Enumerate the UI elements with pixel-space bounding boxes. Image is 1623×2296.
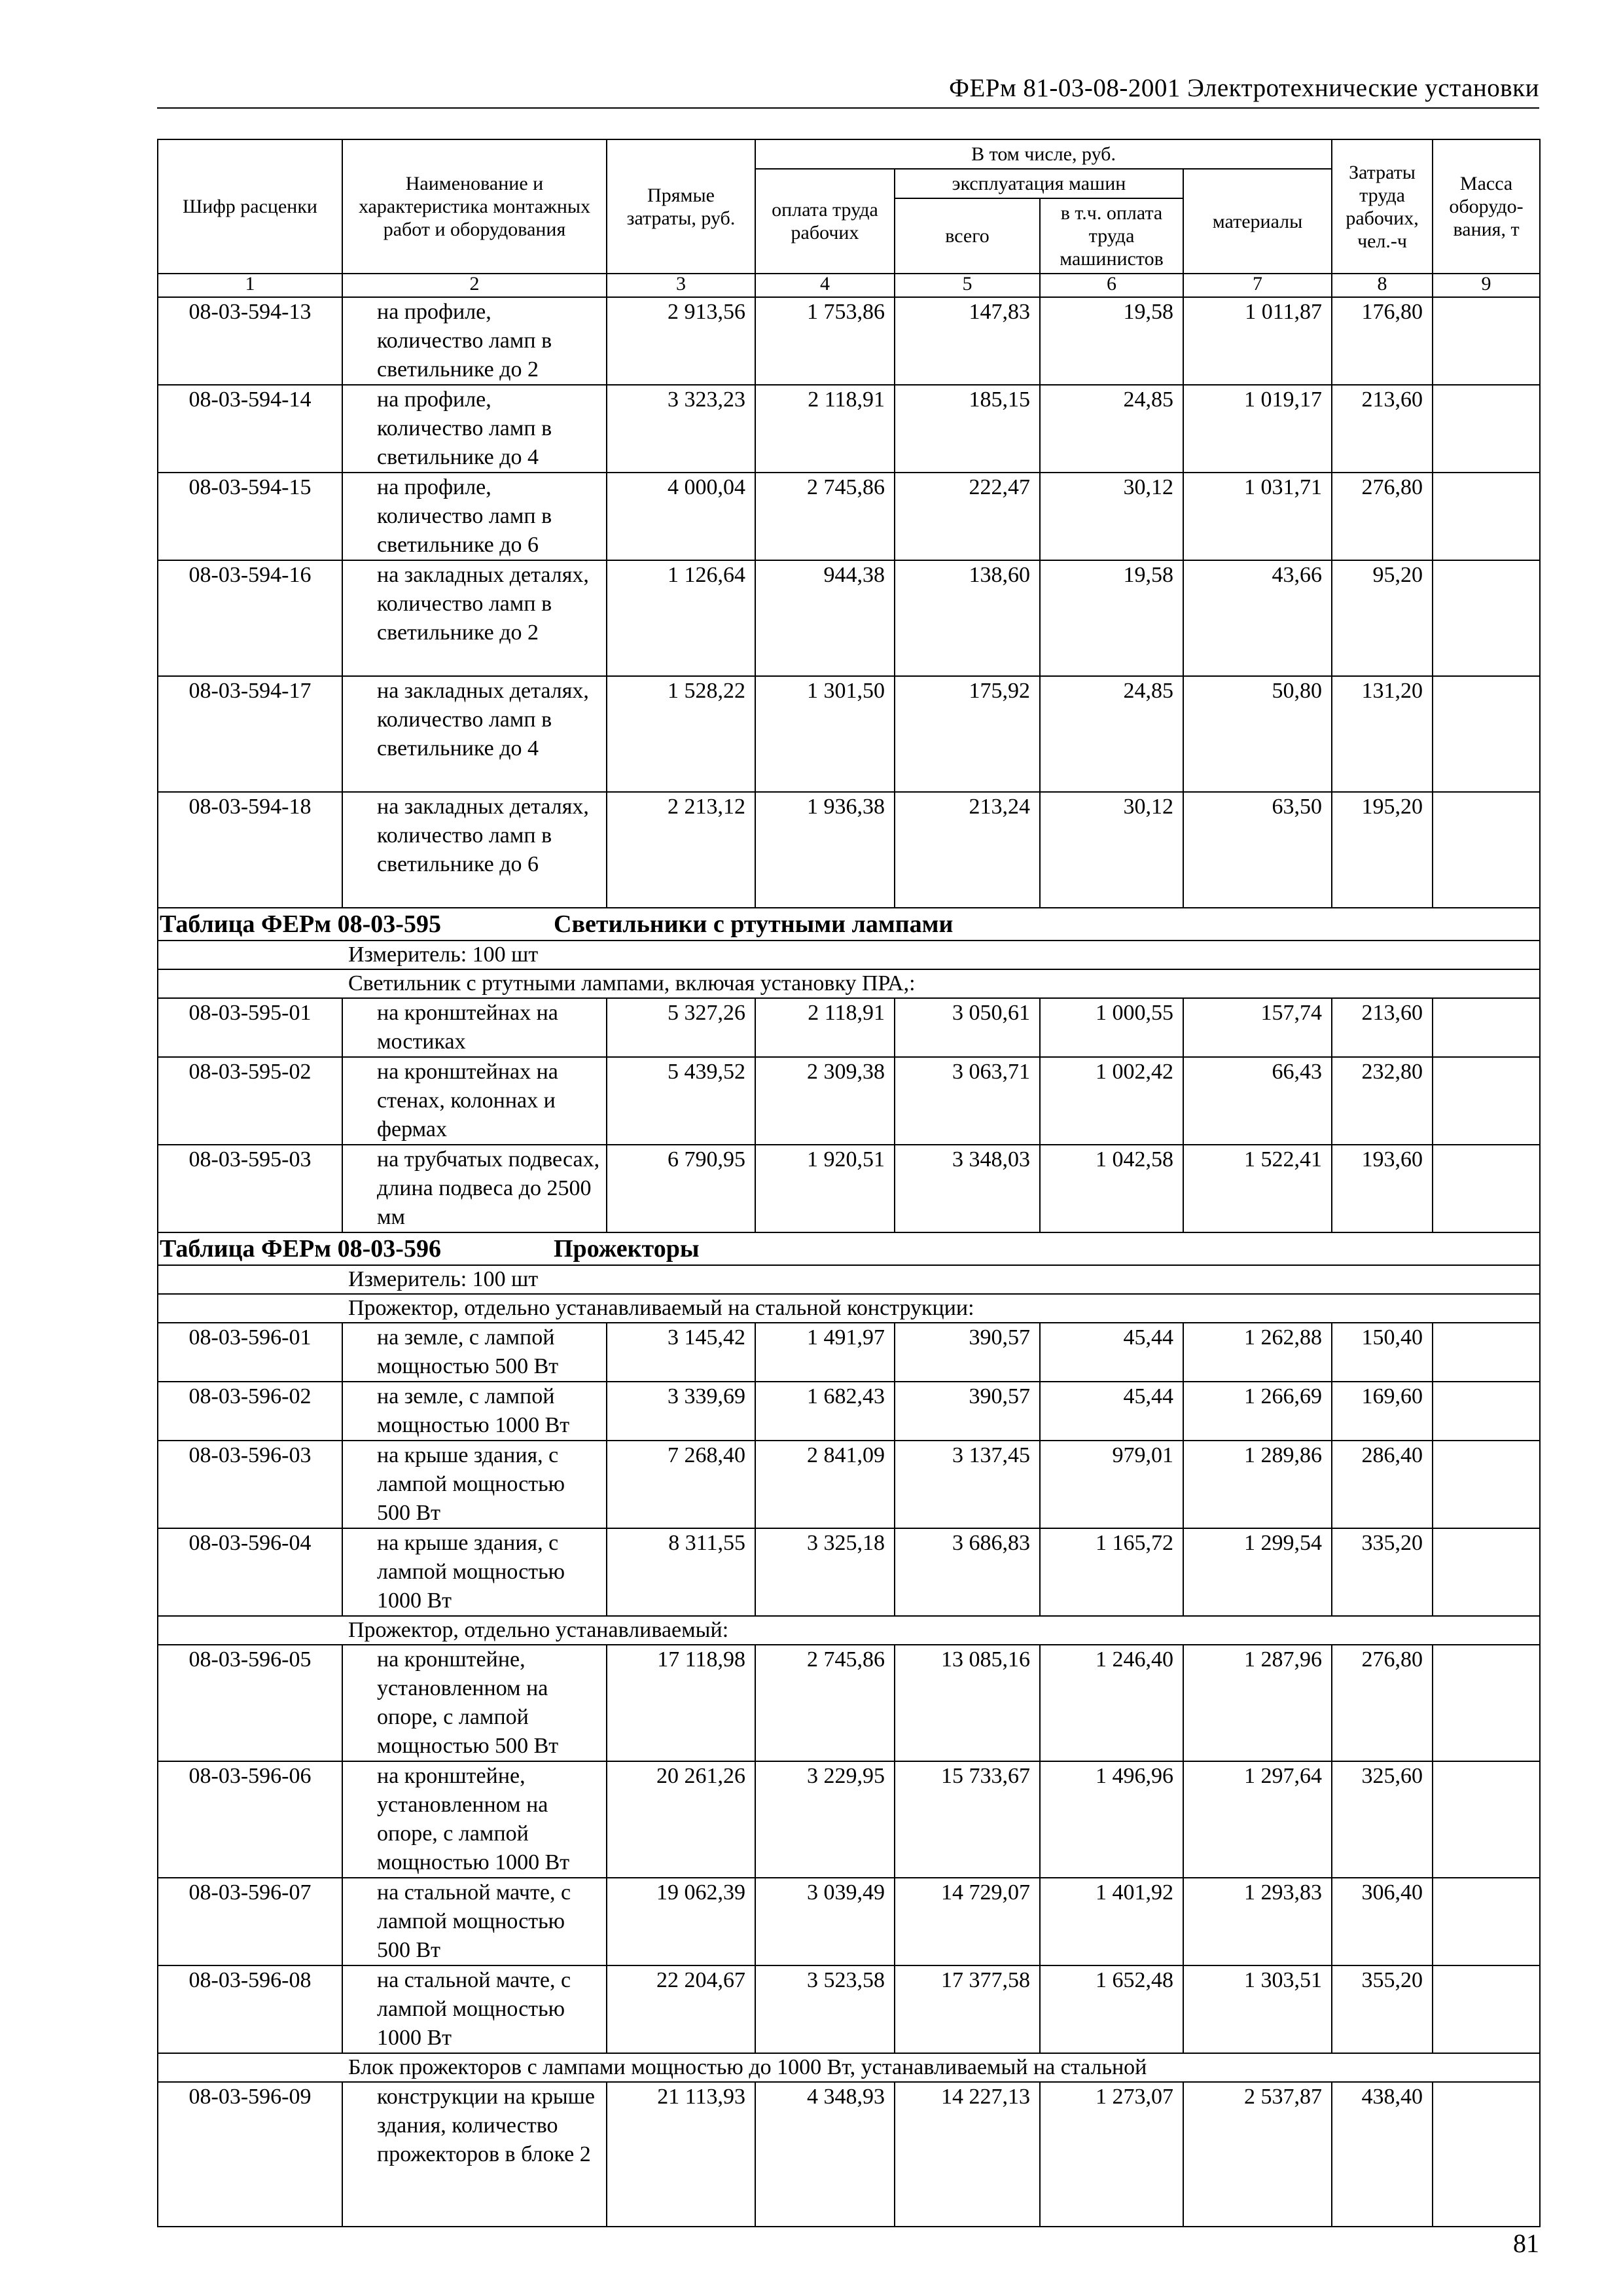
labor-hours: 355,20 (1332, 1965, 1433, 2053)
materials-cost: 1 011,87 (1183, 297, 1332, 385)
equipment-mass (1433, 676, 1540, 792)
labor-pay: 3 039,49 (755, 1878, 895, 1965)
work-name: на профиле, количество ламп в светильнике до 6 (342, 473, 607, 560)
work-name: на кронштейнах на мостиках (342, 998, 607, 1057)
col-number: 7 (1183, 274, 1332, 297)
direct-cost: 7 268,40 (607, 1441, 755, 1528)
machine-cost: 390,57 (895, 1382, 1040, 1441)
labor-pay: 2 745,86 (755, 473, 895, 560)
machinist-pay: 1 165,72 (1040, 1528, 1183, 1616)
machinist-pay: 1 496,96 (1040, 1761, 1183, 1878)
table-row (158, 1645, 1540, 1761)
direct-cost: 20 261,26 (607, 1761, 755, 1878)
col-number: 4 (755, 274, 895, 297)
equipment-mass (1433, 1761, 1540, 1878)
labor-pay: 1 301,50 (755, 676, 895, 792)
materials-cost: 1 266,69 (1183, 1382, 1332, 1441)
machine-cost: 175,92 (895, 676, 1040, 792)
rate-code: 08-03-596-02 (158, 1382, 342, 1441)
table-row (158, 385, 1540, 473)
col-header-materials: материалы (1183, 169, 1332, 274)
table-row (158, 1323, 1540, 1382)
materials-cost: 1 522,41 (1183, 1145, 1332, 1232)
machine-cost: 147,83 (895, 297, 1040, 385)
equipment-mass (1433, 998, 1540, 1057)
machinist-pay: 30,12 (1040, 792, 1183, 908)
materials-cost: 1 303,51 (1183, 1965, 1332, 2053)
machinist-pay: 24,85 (1040, 676, 1183, 792)
machinist-pay: 19,58 (1040, 560, 1183, 676)
table-heading-row (158, 908, 1540, 941)
work-name: на закладных деталях, количество ламп в светильнике до 2 (342, 560, 607, 676)
rate-code: 08-03-596-01 (158, 1323, 342, 1382)
group-label: Прожектор, отдельно устанавливаемый на стальной конструкции: (158, 1294, 1540, 1323)
table-body (158, 274, 1540, 2227)
col-number: 9 (1433, 274, 1540, 297)
materials-cost: 157,74 (1183, 998, 1332, 1057)
machinist-pay: 19,58 (1040, 297, 1183, 385)
table-row (158, 676, 1540, 792)
labor-hours: 193,60 (1332, 1145, 1433, 1232)
work-name: на крыше здания, с лампой мощностью 500 Вт (342, 1441, 607, 1528)
materials-cost: 50,80 (1183, 676, 1332, 792)
work-name: на трубчатых подвесах, длина подвеса до 2500 мм (342, 1145, 607, 1232)
rate-code: 08-03-595-02 (158, 1057, 342, 1145)
machine-cost: 14 729,07 (895, 1878, 1040, 1965)
rate-code: 08-03-594-16 (158, 560, 342, 676)
meter-label-row (158, 1265, 1540, 1294)
machinist-pay: 30,12 (1040, 473, 1183, 560)
machine-cost: 15 733,67 (895, 1761, 1040, 1878)
group-label: Светильник с ртутными лампами, включая установку ПРА,: (158, 969, 1540, 998)
group-label-row (158, 1616, 1540, 1645)
table-row (158, 1965, 1540, 2053)
machine-cost: 213,24 (895, 792, 1040, 908)
group-label-row (158, 2053, 1540, 2082)
table-row (158, 1878, 1540, 1965)
machine-cost: 3 137,45 (895, 1441, 1040, 1528)
materials-cost: 1 031,71 (1183, 473, 1332, 560)
work-name: на профиле, количество ламп в светильнике до 4 (342, 385, 607, 473)
work-name: на стальной мачте, с лампой мощностью 1000 Вт (342, 1965, 607, 2053)
machine-cost: 17 377,58 (895, 1965, 1040, 2053)
col-header-mass: Масса оборудо-вания, т (1433, 139, 1540, 274)
rate-code: 08-03-595-03 (158, 1145, 342, 1232)
labor-pay: 1 753,86 (755, 297, 895, 385)
direct-cost: 2 213,12 (607, 792, 755, 908)
col-header-machine-total: всего (895, 198, 1040, 274)
direct-cost: 1 528,22 (607, 676, 755, 792)
direct-cost: 21 113,93 (607, 2082, 755, 2227)
table-row (158, 1441, 1540, 1528)
machinist-pay: 1 042,58 (1040, 1145, 1183, 1232)
machine-cost: 14 227,13 (895, 2082, 1040, 2227)
equipment-mass (1433, 1878, 1540, 1965)
rate-code: 08-03-594-17 (158, 676, 342, 792)
labor-pay: 3 523,58 (755, 1965, 895, 2053)
materials-cost: 1 299,54 (1183, 1528, 1332, 1616)
machinist-pay: 45,44 (1040, 1382, 1183, 1441)
direct-cost: 1 126,64 (607, 560, 755, 676)
rates-table (157, 139, 1541, 2227)
machinist-pay: 1 246,40 (1040, 1645, 1183, 1761)
col-number: 6 (1040, 274, 1183, 297)
col-number: 5 (895, 274, 1040, 297)
machine-cost: 390,57 (895, 1323, 1040, 1382)
direct-cost: 22 204,67 (607, 1965, 755, 2053)
table-row (158, 1761, 1540, 1878)
work-name: на кронштейнах на стенах, колоннах и фермах (342, 1057, 607, 1145)
equipment-mass (1433, 560, 1540, 676)
equipment-mass (1433, 1323, 1540, 1382)
labor-pay: 2 118,91 (755, 385, 895, 473)
group-label-row (158, 969, 1540, 998)
meter-label-row (158, 941, 1540, 969)
col-number: 2 (342, 274, 607, 297)
rate-code: 08-03-596-09 (158, 2082, 342, 2227)
header-rule (157, 107, 1539, 109)
machine-cost: 138,60 (895, 560, 1040, 676)
work-name: на земле, с лампой мощностью 1000 Вт (342, 1382, 607, 1441)
labor-pay: 1 936,38 (755, 792, 895, 908)
equipment-mass (1433, 1441, 1540, 1528)
col-number: 1 (158, 274, 342, 297)
equipment-mass (1433, 473, 1540, 560)
labor-hours: 325,60 (1332, 1761, 1433, 1878)
direct-cost: 3 339,69 (607, 1382, 755, 1441)
machine-cost: 3 348,03 (895, 1145, 1040, 1232)
col-number: 8 (1332, 274, 1433, 297)
rate-code: 08-03-596-06 (158, 1761, 342, 1878)
table-heading-row (158, 1232, 1540, 1265)
materials-cost: 1 262,88 (1183, 1323, 1332, 1382)
machine-cost: 3 050,61 (895, 998, 1040, 1057)
table-code: Таблица ФЕРм 08-03-595 (160, 910, 441, 938)
machine-cost: 185,15 (895, 385, 1040, 473)
group-label: Прожектор, отдельно устанавливаемый: (158, 1616, 1540, 1645)
direct-cost: 3 323,23 (607, 385, 755, 473)
labor-hours: 195,20 (1332, 792, 1433, 908)
equipment-mass (1433, 792, 1540, 908)
work-name: на закладных деталях, количество ламп в светильнике до 6 (342, 792, 607, 908)
machine-cost: 3 686,83 (895, 1528, 1040, 1616)
work-name: на стальной мачте, с лампой мощностью 500 Вт (342, 1878, 607, 1965)
equipment-mass (1433, 1528, 1540, 1616)
rate-code: 08-03-596-07 (158, 1878, 342, 1965)
work-name: на крыше здания, с лампой мощностью 1000 Вт (342, 1528, 607, 1616)
page-number: 81 (1513, 2229, 1539, 2258)
table-header (158, 139, 1540, 274)
rate-code: 08-03-596-05 (158, 1645, 342, 1761)
table-row (158, 473, 1540, 560)
work-name: на кронштейне, установленном на опоре, с лампой мощностью 500 Вт (342, 1645, 607, 1761)
machinist-pay: 1 401,92 (1040, 1878, 1183, 1965)
direct-cost: 5 439,52 (607, 1057, 755, 1145)
labor-pay: 944,38 (755, 560, 895, 676)
equipment-mass (1433, 1382, 1540, 1441)
work-name: на закладных деталях, количество ламп в светильнике до 4 (342, 676, 607, 792)
labor-hours: 176,80 (1332, 297, 1433, 385)
labor-pay: 1 920,51 (755, 1145, 895, 1232)
labor-hours: 213,60 (1332, 998, 1433, 1057)
col-header-machinist-pay: в т.ч. оплата труда машинистов (1040, 198, 1183, 274)
labor-pay: 2 841,09 (755, 1441, 895, 1528)
col-header-labor-pay: оплата труда рабочих (755, 169, 895, 274)
rate-code: 08-03-596-03 (158, 1441, 342, 1528)
equipment-mass (1433, 385, 1540, 473)
work-name: конструкции на крыше здания, количество прожекторов в блоке 2 (342, 2082, 607, 2227)
equipment-mass (1433, 1965, 1540, 2053)
table-row (158, 2082, 1540, 2227)
labor-hours: 213,60 (1332, 385, 1433, 473)
meter-label: Измеритель: 100 шт (158, 1265, 1540, 1294)
rate-code: 08-03-594-14 (158, 385, 342, 473)
labor-hours: 95,20 (1332, 560, 1433, 676)
labor-hours: 131,20 (1332, 676, 1433, 792)
equipment-mass (1433, 1645, 1540, 1761)
direct-cost: 19 062,39 (607, 1878, 755, 1965)
labor-pay: 4 348,93 (755, 2082, 895, 2227)
labor-hours: 150,40 (1332, 1323, 1433, 1382)
machinist-pay: 979,01 (1040, 1441, 1183, 1528)
machine-cost: 3 063,71 (895, 1057, 1040, 1145)
table-row (158, 1145, 1540, 1232)
machinist-pay: 1 002,42 (1040, 1057, 1183, 1145)
machinist-pay: 1 000,55 (1040, 998, 1183, 1057)
materials-cost: 1 293,83 (1183, 1878, 1332, 1965)
table-row (158, 998, 1540, 1057)
table-code: Таблица ФЕРм 08-03-596 (160, 1235, 441, 1263)
materials-cost: 43,66 (1183, 560, 1332, 676)
group-label: Блок прожекторов с лампами мощностью до 1000 Вт, устанавливаемый на стальной (158, 2053, 1540, 2082)
table-title: Прожекторы (554, 1235, 700, 1263)
equipment-mass (1433, 1145, 1540, 1232)
materials-cost: 1 287,96 (1183, 1645, 1332, 1761)
direct-cost: 4 000,04 (607, 473, 755, 560)
running-header: ФЕРм 81-03-08-2001 Электротехнические установки (949, 74, 1539, 102)
labor-pay: 2 745,86 (755, 1645, 895, 1761)
materials-cost: 1 297,64 (1183, 1761, 1332, 1878)
machinist-pay: 1 652,48 (1040, 1965, 1183, 2053)
machine-cost: 222,47 (895, 473, 1040, 560)
labor-pay: 2 309,38 (755, 1057, 895, 1145)
labor-pay: 1 682,43 (755, 1382, 895, 1441)
direct-cost: 6 790,95 (607, 1145, 755, 1232)
table-heading (158, 908, 1540, 941)
equipment-mass (1433, 297, 1540, 385)
materials-cost: 1 019,17 (1183, 385, 1332, 473)
labor-hours: 232,80 (1332, 1057, 1433, 1145)
work-name: на земле, с лампой мощностью 500 Вт (342, 1323, 607, 1382)
rate-code: 08-03-594-15 (158, 473, 342, 560)
direct-cost: 5 327,26 (607, 998, 755, 1057)
rate-code: 08-03-594-18 (158, 792, 342, 908)
table-row (158, 792, 1540, 908)
column-number-row (158, 274, 1540, 297)
col-header-name: Наименование и характеристика монтажных работ и оборудования (342, 139, 607, 274)
rate-code: 08-03-594-13 (158, 297, 342, 385)
direct-cost: 8 311,55 (607, 1528, 755, 1616)
equipment-mass (1433, 2082, 1540, 2227)
labor-pay: 1 491,97 (755, 1323, 895, 1382)
materials-cost: 1 289,86 (1183, 1441, 1332, 1528)
labor-hours: 169,60 (1332, 1382, 1433, 1441)
materials-cost: 66,43 (1183, 1057, 1332, 1145)
direct-cost: 17 118,98 (607, 1645, 755, 1761)
labor-hours: 276,80 (1332, 473, 1433, 560)
table-heading (158, 1232, 1540, 1265)
machine-cost: 13 085,16 (895, 1645, 1040, 1761)
rate-code: 08-03-596-04 (158, 1528, 342, 1616)
rate-code: 08-03-596-08 (158, 1965, 342, 2053)
machinist-pay: 1 273,07 (1040, 2082, 1183, 2227)
col-header-machine-op: эксплуатация машин (895, 169, 1183, 198)
group-label-row (158, 1294, 1540, 1323)
materials-cost: 63,50 (1183, 792, 1332, 908)
table-row (158, 560, 1540, 676)
equipment-mass (1433, 1057, 1540, 1145)
work-name: на кронштейне, установленном на опоре, с лампой мощностью 1000 Вт (342, 1761, 607, 1878)
col-header-incl: В том числе, руб. (755, 139, 1332, 169)
labor-hours: 306,40 (1332, 1878, 1433, 1965)
table-row (158, 1382, 1540, 1441)
work-name: на профиле, количество ламп в светильнике до 2 (342, 297, 607, 385)
direct-cost: 2 913,56 (607, 297, 755, 385)
col-number: 3 (607, 274, 755, 297)
labor-pay: 3 229,95 (755, 1761, 895, 1878)
labor-hours: 276,80 (1332, 1645, 1433, 1761)
table-row (158, 1057, 1540, 1145)
materials-cost: 2 537,87 (1183, 2082, 1332, 2227)
labor-hours: 286,40 (1332, 1441, 1433, 1528)
rate-code: 08-03-595-01 (158, 998, 342, 1057)
labor-hours: 438,40 (1332, 2082, 1433, 2227)
labor-pay: 3 325,18 (755, 1528, 895, 1616)
table-row (158, 297, 1540, 385)
col-header-code: Шифр расценки (158, 139, 342, 274)
labor-hours: 335,20 (1332, 1528, 1433, 1616)
table-row (158, 1528, 1540, 1616)
table-title: Светильники с ртутными лампами (554, 910, 954, 938)
machinist-pay: 45,44 (1040, 1323, 1183, 1382)
col-header-direct: Прямые затраты, руб. (607, 139, 755, 274)
col-header-labor-hours: Затраты труда рабочих, чел.-ч (1332, 139, 1433, 274)
machinist-pay: 24,85 (1040, 385, 1183, 473)
direct-cost: 3 145,42 (607, 1323, 755, 1382)
meter-label: Измеритель: 100 шт (158, 941, 1540, 969)
labor-pay: 2 118,91 (755, 998, 895, 1057)
